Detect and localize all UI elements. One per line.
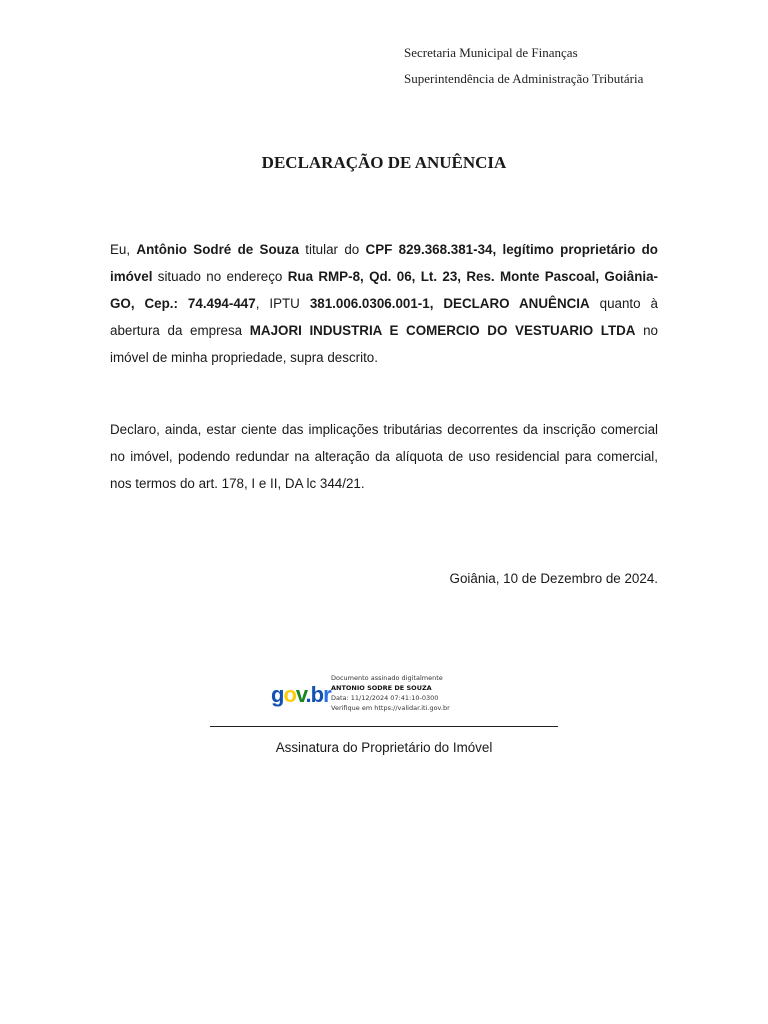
document-title: DECLARAÇÃO DE ANUÊNCIA (261, 153, 507, 172)
text-segment: quanto à abertura da empresa (110, 296, 658, 338)
stamp-signer-name: ANTONIO SODRE DE SOUZA (331, 684, 432, 692)
govbr-logo (271, 682, 331, 708)
text-segment: Eu, (110, 242, 137, 257)
iptu-number: 381.006.0306.001-1, DECLARO ANUÊNCIA (309, 296, 590, 311)
declaration-paragraph (110, 236, 658, 371)
stamp-heading: Documento assinado digitalmente (331, 674, 443, 682)
stamp-verify-url: Verifique em https://validar.iti.gov.br (331, 704, 450, 712)
text-segment: situado no endereço (152, 269, 288, 284)
letterhead (404, 40, 643, 92)
stamp-date: Data: 11/12/2024 07:41:10-0300 (331, 694, 439, 702)
owner-name: Antônio Sodré de Souza (136, 242, 299, 257)
text-segment: titular do (298, 242, 366, 257)
signature-caption: Assinatura do Proprietário do Imóvel (275, 740, 493, 755)
signature-line (210, 726, 558, 727)
text-segment: , IPTU (255, 296, 310, 311)
logo-letter: o (283, 682, 296, 707)
digital-signature-stamp (331, 673, 450, 713)
company-name: MAJORI INDUSTRIA E COMERCIO DO VESTUARIO LTDA (249, 323, 636, 338)
logo-letter: . (305, 682, 311, 707)
header-line-secretaria: Secretaria Municipal de Finanças (404, 45, 578, 60)
header-line-superintendencia: Superintendência de Administração Tributária (404, 71, 644, 86)
logo-letter: b (310, 682, 324, 707)
logo-letter: g (271, 682, 284, 707)
property-address: Rua RMP-8, Qd. 06, Lt. 23, Res. Monte Pascoal, Goiânia-GO, Cep.: 74.494-447 (110, 269, 659, 311)
logo-letter: r (323, 682, 331, 707)
owner-cpf: CPF 829.368.381-34, legítimo proprietário do imóvel (110, 242, 658, 284)
text-segment: no imóvel de minha propriedade, supra descrito. (110, 323, 658, 365)
place-and-date: Goiânia, 10 de Dezembro de 2024. (449, 571, 658, 586)
tax-implications-paragraph: Declaro, ainda, estar ciente das implicações tributárias decorrentes da inscrição comercial no imóvel, podendo redundar na alteração da alíquota de uso residencial para comercial, nos termos do art. 178, I e II, DA lc 344/21. (110, 422, 658, 491)
logo-letter: v (295, 682, 306, 707)
